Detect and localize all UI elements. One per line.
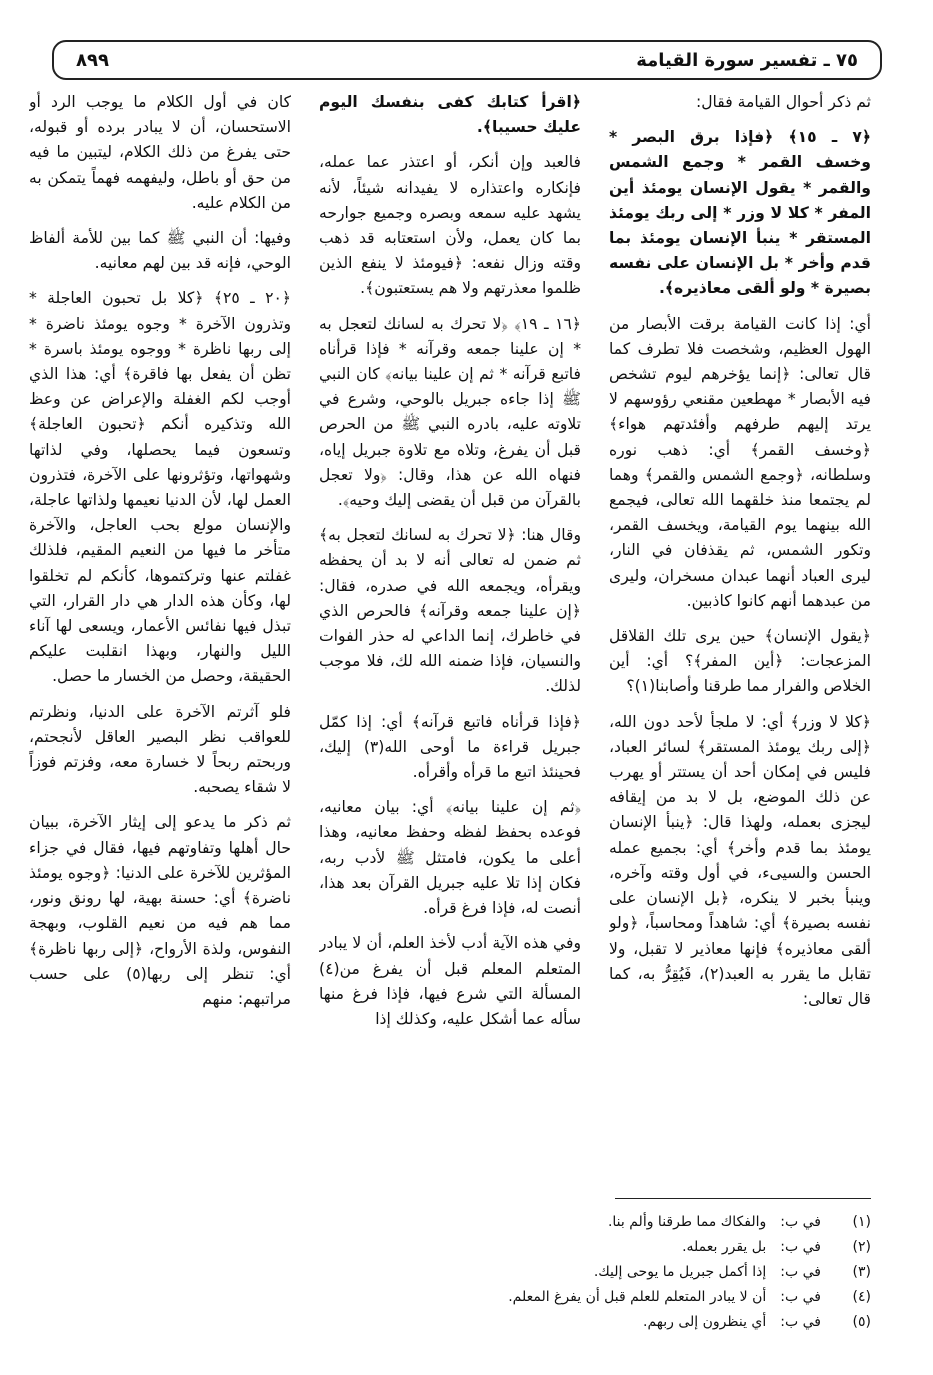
footnote-number: (٣) [852,1264,871,1280]
paragraph: ﴿١٦ ـ ١٩﴾ ﴿لا تحرك به لسانك لتعجل به * إن علينا جمعه وقرآنه * فإذا قرأناه فاتبع قرآنه * ثم إن علينا بيانه﴾ كان النبي ﷺ إذا جاءه جبريل بالوحي، وشرع في تلاوته عليه، بادره النبي ﷺ من الحرص قبل أن يفرغ، وتلاه مع تلاوة جبريل إياه، فنهاه الله عن هذا، وقال: ﴿ولا تعجل بالقرآن من قبل أن يقضى إليك وحيه﴾. [319,314,581,510]
footnote-label: في ب: [780,1264,821,1280]
footnote [451,1210,871,1235]
text-column-right [609,90,871,1180]
footnote-label: في ب: [780,1289,821,1305]
footnote-label: في ب: [780,1239,821,1255]
paragraph: فلو آثرتم الآخرة على الدنيا، ونظرتم للعواقب نظر البصير العاقل لأنجحتم، وربحتم ربحاً لا خسارة معه، وفزتم فوزاً لا شقاء يصحبه. [29,702,291,797]
footnote [451,1260,871,1285]
text-column-middle [319,90,581,1180]
footnote-text: والفكاك مما طرقنا وألم بنا. [607,1214,767,1230]
paragraph: ﴿٢٠ ـ ٢٥﴾ ﴿كلا بل تحبون العاجلة * وتذرون الآخرة * وجوه يومئذ ناضرة * إلى ربها ناظرة * ووجوه يومئذ باسرة * تظن أن يفعل بها فاقرة﴾ أي: هذا الذي أوجب لكم الغفلة والإعراض عن وعظ الله وتذكيره أنكم ﴿تحبون العاجلة﴾ وتسعون فيما يحصلها، وفي لذاتها وشهواتها، وتؤثرونها على الآخرة، فتذرون العمل لها، لأن الدنيا نعيمها ولذاتها عاجلة، والإنسان مولع بحب العاجل، والآخرة متأخر ما فيها من النعيم المقيم، فلذلك غفلتم عنها وتركتموها، كأنكم لم تخلقوا لها، وكأن هذه الدار هي دار القرار، التي تبذل فيها نفائس الأعمار، ويسعى لها آناء الليل والنهار، وبهذا انقلبت عليكم الحقيقة، وحصل من الخسار ما حصل. [29,289,291,686]
paragraph: وفي هذه الآية أدب لأخذ العلم، أن لا يبادر المتعلم المعلم قبل أن يفرغ من(٤) المسألة التي شرع فيها، فإذا فرغ منها سأله عما أشكل عليه، وكذلك إذا [319,934,581,1028]
surah-title: ٧٥ ـ تفسير سورة القيامة [636,49,858,71]
footnote-text: أي ينظرون إلى ربهم. [643,1314,767,1330]
footnote-divider [615,1198,871,1199]
footnote [451,1235,871,1260]
paragraph: وفيها: أن النبي ﷺ كما بين للأمة ألفاظ الوحي، فإنه قد بين لهم معانيه. [29,229,291,273]
footnote-number: (٥) [852,1314,871,1330]
paragraph: ثم ذكر أحوال القيامة فقال: [695,93,871,111]
footnotes [451,1210,871,1335]
text-column-left [29,90,291,1180]
footnote-text: إذا أكمل جبريل ما يوحى إليك. [593,1264,767,1280]
footnote [451,1285,871,1310]
paragraph: ﴿فإذا قرأناه فاتبع قرآنه﴾ أي: إذا كمّل جبريل قراءة ما أوحى الله(٣) إليك، فحينئذ اتبع ما قرأه وأقرأه. [319,712,581,782]
paragraph: أي: إذا كانت القيامة برقت الأبصار من الهول العظيم، وشخصت فلا تطرف كما قال تعالى: ﴿إنما يؤخرهم ليوم تشخص فيه الأبصار * مهطعين مقنعي رؤوسهم لا يرتد إليهم طرفهم وأفئدتهم هواء﴾ ﴿وخسف القمر﴾ أي: ذهب نوره وسلطانه، ﴿وجمع الشمس والقمر﴾ وهما لم يجتمعا منذ خلقهما الله تعالى، فيجمع الله بينهما يوم القيامة، ويخسف القمر، وتكور الشمس، ثم يقذفان في النار، ليرى العباد أنهما عبدان مسخران، وليرى من عبدهما أنهم كانوا كاذبين. [609,314,871,610]
paragraph: ﴿كلا لا وزر﴾ أي: لا ملجأ لأحد دون الله، ﴿إلى ربك يومئذ المستقر﴾ لسائر العباد، فليس في إمكان أحد أن يستتر أو يهرب عن ذلك الموضع، بل لا بد من إيقافه ليجزى بعمله، ولهذا قال: ﴿ينبأ الإنسان يومئذ بما قدم وأخر﴾ أي: بجميع عمله الحسن والسيىء، في أول وقته وآخره، وينبأ بخبر لا ينكره، ﴿بل الإنسان على نفسه بصيرة﴾ أي: شاهداً ومحاسباً، ﴿ولو ألقى معاذيره﴾ فإنها معاذير لا تقبل، ولا تقابل ما يقرر به العبد(٢)، فَيُقِرُّ به، كما قال تعالى: [609,712,871,1008]
footnote [451,1310,871,1335]
paragraph: وقال هنا: ﴿لا تحرك به لسانك لتعجل به﴾ ثم ضمن له تعالى أنه لا بد أن يحفظه ويقرأه، ويجمعه الله في صدره، فقال: ﴿إن علينا جمعه وقرآنه﴾ فالحرص الذي في خاطرك، إنما الداعي له حذر الفوات والنسيان، فإذا ضمنه الله لك، فلا موجب لذلك. [319,526,581,696]
paragraph: ﴿ثم إن علينا بيانه﴾ أي: بيان معانيه، فوعده بحفظ لفظه وحفظ معانيه، وهذا أعلى ما يكون، فامتثل ﷺ لأدب ربه، فكان إذا تلا عليه جبريل القرآن بعد هذا، أنصت له، فإذا فرغ قرأه. [319,798,581,918]
footnote-text: بل يقرر بعمله. [682,1239,767,1255]
footnote-number: (١) [852,1214,871,1230]
footnote-label: في ب: [780,1214,821,1230]
page-header [52,40,882,80]
paragraph: ﴿يقول الإنسان﴾ حين يرى تلك القلاقل المزعجات: ﴿أين المفر﴾؟ أي: أين الخلاص والفرار مما طرقنا وأصابنا(١)؟ [609,627,871,696]
paragraph: فالعبد وإن أنكر، أو اعتذر عما عمله، فإنكاره واعتذاره لا يفيدانه شيئاً، لأنه يشهد عليه سمعه وبصره وجميع جوارحه بما كان يعمل، ولأن استعتابه قد ذهب وقته وزال نفعه: ﴿فيومئذ لا ينفع الذين ظلموا معذرتهم ولا هم يستعتبون﴾. [319,153,581,298]
footnote-text: أن لا يبادر المتعلم للعلم قبل أن يفرغ المعلم. [508,1289,767,1305]
quran-verse-block: ﴿٧ ـ ١٥﴾ ﴿فإذا برق البصر * وخسف القمر * وجمع الشمس والقمر * يقول الإنسان يومئذ أين المفر * كلا لا وزر * إلى ربك يومئذ المستقر * ينبأ الإنسان يومئذ بما قدم وأخر * بل الإنسان على نفسه بصيرة * ولو ألقى معاذيره﴾. [609,128,871,298]
page-number: ٨٩٩ [76,49,109,71]
footnote-label: في ب: [780,1314,821,1330]
footnote-number: (٤) [852,1289,871,1305]
paragraph: ثم ذكر ما يدعو إلى إيثار الآخرة، ببيان حال أهلها وتفاوتهم فيها، فقال في جزاء المؤثرين للآخرة على الدنيا: ﴿وجوه يومئذ ناضرة﴾ أي: حسنة بهية، لها رونق ونور، مما هم فيه من نعيم القلوب، وبهجة النفوس، ولذة الأرواح، ﴿إلى ربها ناظرة﴾ أي: تنظر إلى ربها(٥) على حسب مراتبهم: منهم [29,813,291,1008]
quran-verse-block: ﴿اقرأ كتابك كفى بنفسك اليوم عليك حسيبا﴾. [319,93,581,137]
paragraph: كان في أول الكلام ما يوجب الرد أو الاستحسان، أن لا يبادر برده أو قبوله، حتى يفرغ من ذلك الكلام، ليتبين ما فيه من حق أو باطل، وليفهمه فهماً يتمكن به من الكلام عليه. [29,93,291,212]
footnote-number: (٢) [852,1239,871,1255]
